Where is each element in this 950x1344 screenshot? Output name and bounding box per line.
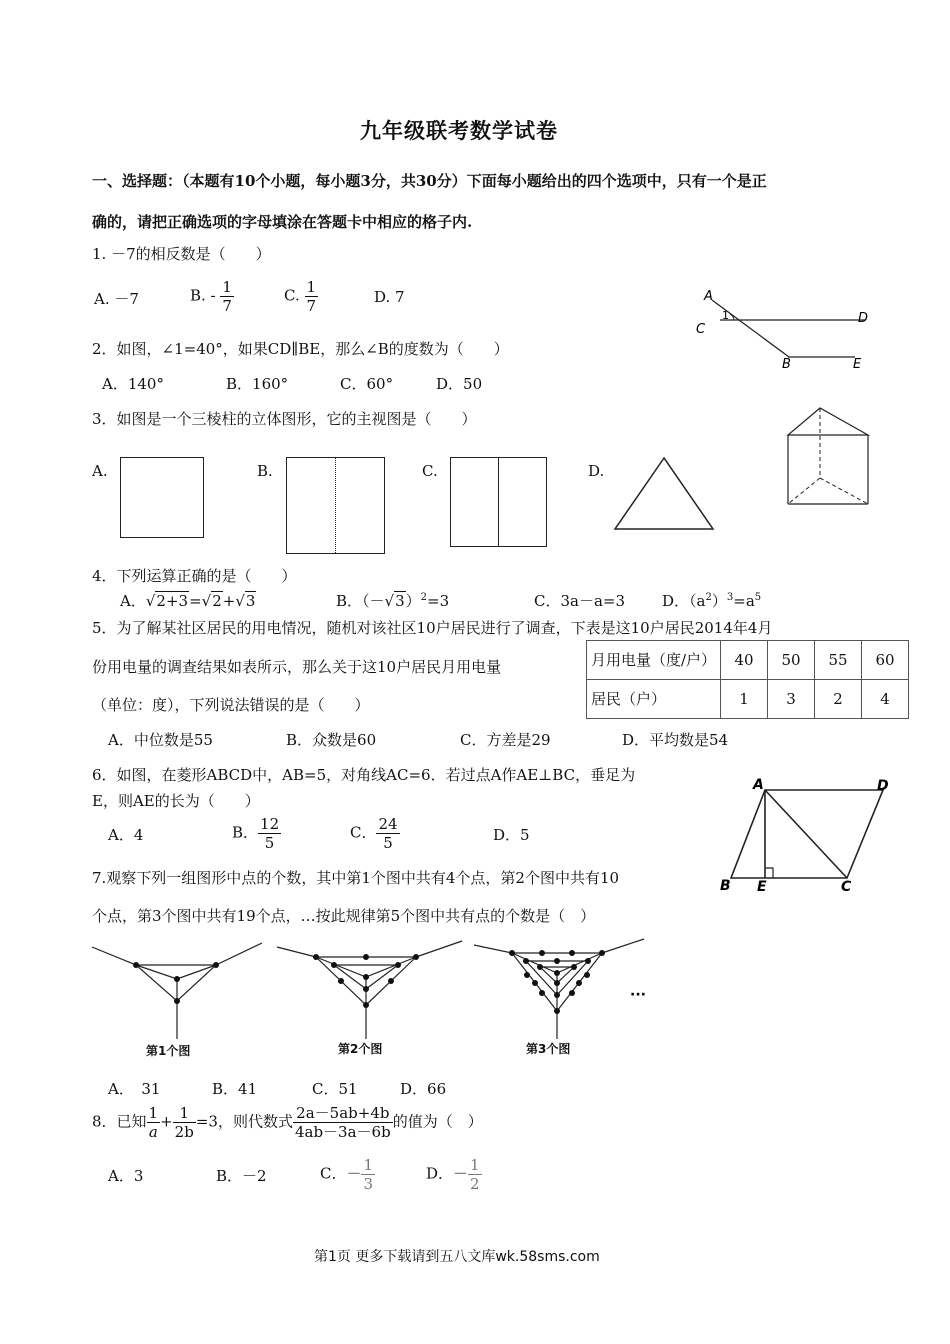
q8-option-c	[320, 1156, 375, 1193]
q4-d-exp2: 3	[726, 592, 734, 603]
q4-option-d	[662, 590, 761, 611]
q1-c-numerator: 1	[306, 278, 317, 296]
q7-option-b: B．41	[212, 1080, 258, 1098]
label-e: E	[853, 357, 862, 372]
label-d: D	[858, 311, 869, 326]
solid-midline	[498, 458, 499, 546]
q5-line3: （单位：度），下列说法错误的是（ ）	[92, 696, 370, 714]
q1-option-a: A. －7	[94, 290, 139, 308]
label-c: C	[841, 879, 852, 894]
q5-option-d: D．平均数是54	[622, 731, 729, 749]
label-a: A	[753, 777, 764, 793]
table-cell: 60	[862, 641, 909, 680]
q6-c-denominator: 5	[383, 834, 393, 852]
q5-option-b: B．众数是60	[286, 731, 377, 749]
q1-c-fraction	[305, 278, 319, 315]
q8-c-fraction	[361, 1156, 375, 1193]
q8-f3-numerator: 2a－5ab+4b	[293, 1104, 393, 1123]
q4-option-a: A．√2+3=√2+√3	[120, 592, 256, 610]
q7-option-d: D．66	[400, 1080, 447, 1098]
dot	[174, 998, 180, 1004]
q1-b-fraction	[220, 278, 234, 315]
prism-hidden-left	[788, 478, 820, 504]
table-cell: 2	[815, 680, 862, 719]
q6-option-c	[350, 815, 400, 852]
q4-option-b: B．$(-√3)^2=3$	[336, 592, 450, 610]
q2-option-b: B．160°	[226, 375, 289, 393]
q8-d-numerator: 1	[470, 1156, 480, 1174]
q3-option-c-label: C.	[422, 462, 438, 480]
q6-rhombus-figure	[715, 774, 895, 894]
table-cell: 1	[721, 680, 768, 719]
q6-option-b	[232, 815, 281, 852]
table-cell: 50	[768, 641, 815, 680]
q6-b-numerator: 12	[260, 815, 280, 833]
table-row	[587, 641, 909, 680]
angle-1-arc	[730, 314, 734, 320]
q3-option-c-rect-solid	[450, 457, 547, 547]
q1-c-denominator: 7	[306, 297, 317, 315]
q4-b-label: B．（－	[336, 592, 385, 610]
label-c: C	[696, 322, 706, 337]
q2-parallel-lines-figure	[690, 290, 880, 375]
q4-a-label: A．	[120, 592, 146, 610]
q8-c-numerator: 1	[363, 1156, 374, 1174]
q1-stem: 1. －7的相反数是（ ）	[92, 245, 271, 263]
pattern-figure-2	[277, 941, 462, 1039]
q4-b-exponent: 2	[420, 592, 428, 603]
q2-stem: 2．如图，∠1=40°，如果CD∥BE，那么∠B的度数为（ ）	[92, 340, 509, 358]
section-instruction-line1: 一、选择题：（本题有10个小题，每小题3分，共30分）下面每小题给出的四个选项中，只有一个是正	[92, 172, 767, 190]
label-e: E	[757, 879, 767, 894]
q8-f1-numerator: 1	[148, 1104, 159, 1122]
q5-electricity-table	[586, 640, 909, 719]
q3-option-a-label: A.	[92, 462, 108, 480]
caption-figure-2: 第2个图	[338, 1042, 383, 1056]
q1-b-denominator: 7	[222, 297, 232, 315]
q2-option-a: A．140°	[102, 375, 164, 393]
table-cell: 4	[862, 680, 909, 719]
caption-figure-3: 第3个图	[526, 1042, 571, 1056]
pattern-figure-1	[92, 943, 262, 1039]
q6-b-fraction	[258, 815, 281, 852]
q3-option-b-label: B.	[257, 462, 273, 480]
q4-b-tail: =3	[427, 592, 450, 610]
q4-d-exp1: 2	[705, 592, 712, 603]
q1-option-b	[190, 278, 234, 315]
caption-figure-1: 第1个图	[146, 1044, 191, 1058]
triangle-shape	[615, 458, 713, 529]
q7-line2: 个点，第3个图中共有19个点，…按此规律第5个图中共有点的个数是（ ）	[92, 907, 596, 925]
q4-d-label: D．（a	[662, 592, 706, 610]
q5-option-c: C．方差是29	[460, 731, 551, 749]
q4-d-tail: =a	[733, 592, 755, 610]
q3-stem: 3．如图是一个三棱柱的立体图形，它的主视图是（ ）	[92, 410, 477, 428]
page-footer: 第1页 更多下载请到五八文库wk.58sms.com	[314, 1249, 600, 1265]
q1-c-prefix: C.	[284, 286, 300, 305]
q8-d-fraction	[468, 1156, 482, 1193]
q8-fraction-3	[293, 1104, 393, 1141]
q3-prism-figure	[784, 402, 874, 510]
q6-option-d: D．5	[493, 826, 530, 844]
q8-fraction-2	[173, 1104, 196, 1141]
label-b: B	[720, 878, 731, 894]
q8-option-d	[426, 1156, 482, 1193]
q6-b-label: B．	[232, 823, 259, 842]
label-a: A	[704, 290, 713, 304]
table-row	[587, 680, 909, 719]
q6-c-label: C．	[350, 823, 377, 842]
q8-f2-denominator: 2b	[174, 1123, 194, 1141]
dashed-midline	[335, 458, 336, 553]
q8-tail: 的值为（ ）	[392, 1112, 483, 1131]
q7-option-c: C．51	[312, 1080, 358, 1098]
q6-option-a: A．4	[108, 826, 144, 844]
q8-d-label: D．－	[426, 1164, 469, 1183]
section-instruction-line2: 确的，请把正确选项的字母填涂在答题卡中相应的格子内.	[92, 213, 473, 231]
table-cell: 3	[768, 680, 815, 719]
diagonal-ac	[765, 790, 847, 878]
q1-option-d: D. 7	[374, 288, 405, 306]
q4-a-radicand2: 2	[212, 592, 222, 610]
prism-hidden-right	[820, 478, 868, 504]
label-angle-1: 1	[722, 309, 729, 322]
q8-plus: +	[160, 1112, 173, 1131]
q6-c-fraction	[376, 815, 399, 852]
q6-line1: 6．如图，在菱形ABCD中，AB=5，对角线AC=6．若过点A作AE⊥BC，垂足为	[92, 766, 636, 784]
q4-a-radicand1: 2+3	[156, 592, 189, 610]
q8-d-denominator: 2	[470, 1175, 480, 1193]
q8-mid: =3，则代数式	[195, 1112, 293, 1131]
dot	[174, 976, 180, 982]
dot	[133, 962, 139, 968]
q8-option-b: B．－2	[216, 1167, 267, 1185]
q5-option-a: A．中位数是55	[108, 731, 213, 749]
q4-b-close: ）	[405, 592, 421, 610]
q1-b-numerator: 1	[222, 278, 232, 296]
q8-stem	[92, 1104, 483, 1141]
q2-option-d: D．50	[436, 375, 483, 393]
q2-option-c: C．60°	[340, 375, 394, 393]
q8-option-a: A．3	[108, 1167, 144, 1185]
right-angle-mark	[765, 868, 773, 878]
q8-c-denominator: 3	[363, 1175, 374, 1193]
q8-f3-denominator: 4ab－3a－6b	[294, 1123, 391, 1141]
label-b: B	[782, 357, 791, 372]
label-d: D	[877, 778, 889, 794]
prism-top-face	[788, 408, 868, 435]
q4-b-radicand: 3	[395, 592, 405, 610]
q4-a-plus: +	[222, 592, 236, 610]
q4-d-exp3: 5	[754, 592, 762, 603]
q4-stem: 4．下列运算正确的是（ ）	[92, 567, 297, 585]
q1-option-c	[284, 278, 318, 315]
q4-a-radicand3: 3	[245, 592, 256, 610]
q5-line1: 5．为了解某社区居民的用电情况，随机对该社区10户居民进行了调查，下表是这10户居民2014年4月	[92, 619, 773, 637]
q7-line1: 7.观察下列一组图形中点的个数，其中第1个图中共有4个点，第2个图中共有10	[92, 869, 620, 887]
q3-option-d-label: D.	[588, 462, 605, 480]
q5-line2: 份用电量的调查结果如表所示，那么关于这10户居民月用电量	[92, 658, 502, 676]
pattern-figure-3	[474, 939, 644, 1039]
pattern-ellipsis: ···	[630, 987, 646, 1003]
dot	[213, 962, 219, 968]
q3-option-d-triangle	[612, 455, 716, 533]
q6-b-denominator: 5	[264, 834, 275, 852]
page-title: 九年级联考数学试卷	[360, 119, 558, 143]
q6-c-numerator: 24	[378, 815, 398, 833]
q4-d-mid: ）	[711, 592, 727, 610]
q4-a-equals: =	[189, 592, 202, 610]
q8-f2-numerator: 1	[173, 1104, 196, 1123]
q7-option-a: A． 31	[108, 1080, 161, 1098]
q8-c-label: C．－	[320, 1164, 362, 1183]
q8-f1-denominator: a	[148, 1123, 158, 1141]
table-cell: 40	[721, 641, 768, 680]
q4-option-c: C．3a－a=3	[534, 592, 626, 610]
table-header-usage: 月用电量（度/户）	[587, 641, 721, 680]
q3-option-a-square	[120, 457, 204, 538]
q8-label: 8．已知	[92, 1112, 147, 1131]
q1-b-prefix: B. -	[190, 286, 216, 305]
q6-line2: E，则AE的长为（ ）	[92, 792, 260, 810]
q8-fraction-1	[147, 1104, 161, 1141]
table-cell: 55	[815, 641, 862, 680]
q3-option-b-rect-dashed	[286, 457, 385, 554]
table-header-residents: 居民（户）	[587, 680, 721, 719]
